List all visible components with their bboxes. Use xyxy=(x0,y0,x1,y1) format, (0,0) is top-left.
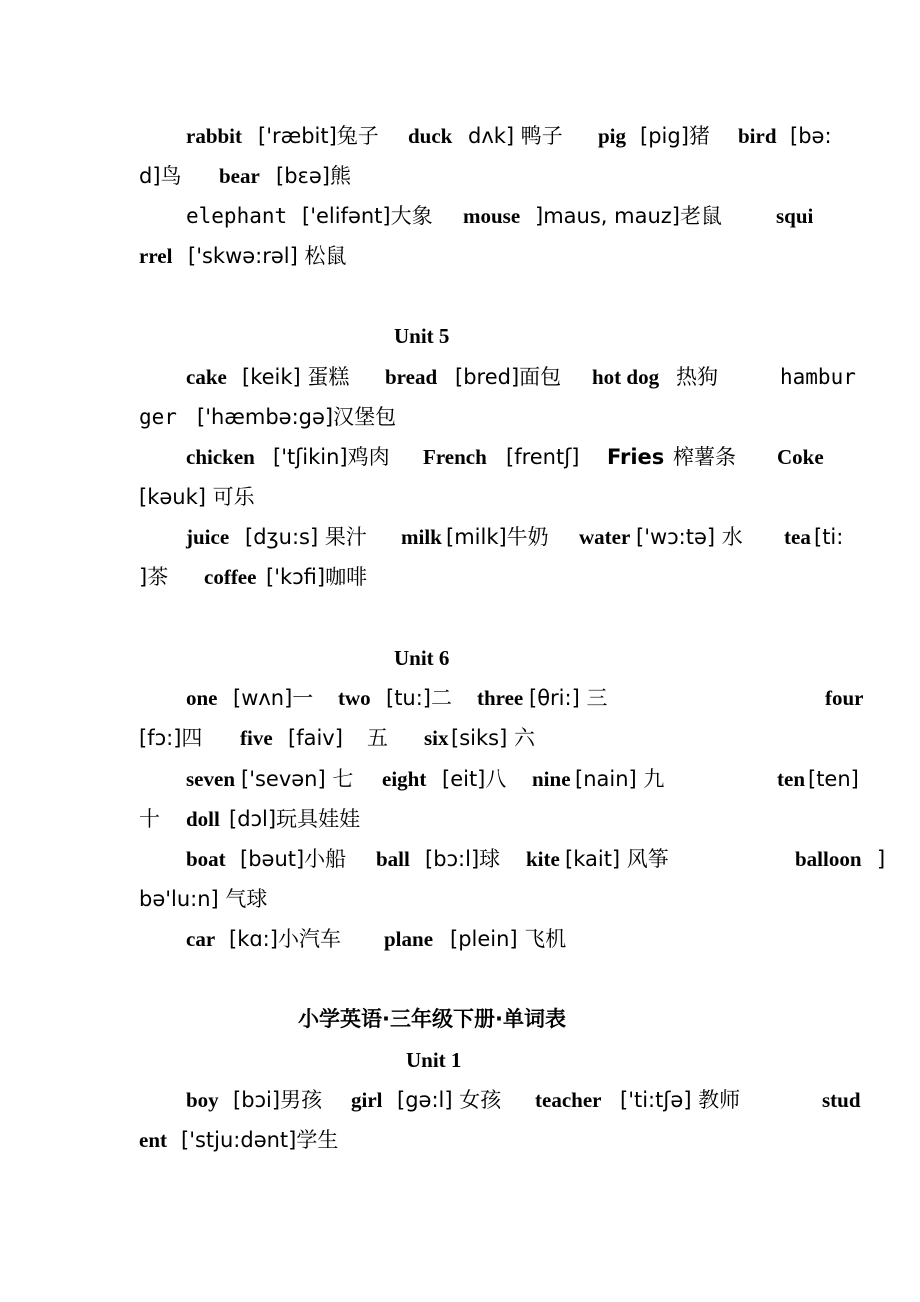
word: French xyxy=(423,445,487,469)
phonetic-meaning: [bəut]小船 xyxy=(240,847,347,871)
word: mouse xyxy=(463,204,521,228)
vocab-line xyxy=(0,557,920,597)
word: boy xyxy=(186,1088,219,1112)
phonetic-meaning: dʌk] 鸭子 xyxy=(468,124,563,148)
vocab-line xyxy=(0,718,920,758)
word: juice xyxy=(186,525,230,549)
phonetic-meaning: [bə: xyxy=(790,124,832,148)
phonetic-meaning: [kait] 风筝 xyxy=(565,847,669,871)
word: six xyxy=(424,726,449,750)
phonetic-meaning: [bred]面包 xyxy=(455,365,562,389)
phonetic-meaning: [tu:]二 xyxy=(386,686,453,710)
word: Fries xyxy=(607,445,665,469)
phonetic-meaning: ['sevən] 七 xyxy=(241,767,354,791)
vocab-line xyxy=(0,1120,920,1160)
word: four xyxy=(825,686,864,710)
unit-1-heading: Unit 1 xyxy=(406,1048,462,1072)
vocab-line xyxy=(0,357,920,397)
phonetic-meaning: [eit]八 xyxy=(442,767,507,791)
word: boat xyxy=(186,847,226,871)
vocab-line xyxy=(0,678,920,718)
phonetic-meaning: d]鸟 xyxy=(139,164,182,188)
phonetic-meaning: [dɔl]玩具娃娃 xyxy=(229,807,361,831)
word: duck xyxy=(408,124,453,148)
word: milk xyxy=(401,525,442,549)
phonetic-meaning: ['kɔfi]咖啡 xyxy=(266,565,368,589)
word: rabbit xyxy=(186,124,243,148)
phonetic-meaning: ['skwə:rəl] 松鼠 xyxy=(188,244,347,268)
unit-6-heading: Unit 6 xyxy=(394,646,450,670)
phonetic-meaning: ] xyxy=(877,847,886,871)
word: car xyxy=(186,927,216,951)
vocab-line xyxy=(0,156,920,196)
unit-heading xyxy=(0,638,920,678)
phonetic-meaning: 五 xyxy=(367,726,388,750)
phonetic-meaning: [bɔi]男孩 xyxy=(233,1088,323,1112)
vocab-line xyxy=(0,196,920,236)
phonetic-meaning: ['hæmbə:gə]汉堡包 xyxy=(197,405,397,429)
phonetic-meaning: ['tʃikin]鸡肉 xyxy=(273,445,390,469)
vocab-line xyxy=(0,116,920,156)
phonetic-meaning: ]maus, mauz]老鼠 xyxy=(535,204,722,228)
phonetic-meaning: ['elifənt]大象 xyxy=(302,204,433,228)
word: water xyxy=(579,525,631,549)
word: plane xyxy=(384,927,434,951)
phonetic-meaning: ['ræbit]兔子 xyxy=(258,124,379,148)
vocab-line xyxy=(0,879,920,919)
vocab-line xyxy=(0,1080,920,1120)
unit-heading xyxy=(0,316,920,356)
vocab-line xyxy=(0,236,920,276)
word: squi xyxy=(776,204,814,228)
word: teacher xyxy=(535,1088,602,1112)
word: rrel xyxy=(139,244,173,268)
phonetic-meaning: [ti: xyxy=(814,525,844,549)
word: three xyxy=(477,686,524,710)
vocab-line xyxy=(0,437,920,477)
word: coffee xyxy=(204,565,257,589)
vocab-line xyxy=(0,397,920,437)
phonetic-meaning: 热狗 xyxy=(676,365,718,389)
word: seven xyxy=(186,767,235,791)
unit-5-heading: Unit 5 xyxy=(394,324,450,348)
word: elephant xyxy=(186,204,288,228)
phonetic-meaning: [kəuk] 可乐 xyxy=(139,485,255,509)
word: doll xyxy=(186,807,220,831)
vocab-line xyxy=(0,919,920,959)
phonetic-meaning: [milk]牛奶 xyxy=(446,525,549,549)
word: cake xyxy=(186,365,227,389)
phonetic-meaning: [pig]猪 xyxy=(640,124,710,148)
word: stud xyxy=(822,1088,861,1112)
vocab-line xyxy=(0,517,920,557)
phonetic-meaning: ['stju:dənt]学生 xyxy=(181,1128,339,1152)
word: bear xyxy=(219,164,260,188)
phonetic-meaning: 榨薯条 xyxy=(673,445,736,469)
phonetic-meaning: [θri:] 三 xyxy=(529,686,608,710)
word: five xyxy=(240,726,273,750)
phonetic-meaning: [gə:l] 女孩 xyxy=(397,1088,502,1112)
word: kite xyxy=(526,847,560,871)
word: Coke xyxy=(777,445,824,469)
word: bread xyxy=(385,365,438,389)
phonetic-meaning: bə'lu:n] 气球 xyxy=(139,887,268,911)
phonetic-meaning: [plein] 飞机 xyxy=(450,927,567,951)
phonetic-meaning: [siks] 六 xyxy=(451,726,535,750)
phonetic-meaning: [fɔ:]四 xyxy=(139,726,203,750)
phonetic-meaning: [nain] 九 xyxy=(575,767,665,791)
word: two xyxy=(338,686,371,710)
section-title xyxy=(0,999,920,1039)
phonetic-meaning: [keik] 蛋糕 xyxy=(242,365,350,389)
phonetic-meaning: [bɛə]熊 xyxy=(276,164,351,188)
phonetic-meaning: [faiv] xyxy=(288,726,343,750)
word: hambur xyxy=(780,365,856,389)
word: chicken xyxy=(186,445,255,469)
unit-heading xyxy=(0,1040,920,1080)
vocab-line xyxy=(0,839,920,879)
word: girl xyxy=(351,1088,383,1112)
word: ger xyxy=(139,405,177,429)
phonetic-meaning: ]茶 xyxy=(139,565,169,589)
phonetic-meaning: 十 xyxy=(139,807,160,831)
word: tea xyxy=(784,525,811,549)
word: one xyxy=(186,686,218,710)
vocab-line xyxy=(0,759,920,799)
vocab-line xyxy=(0,799,920,839)
word: balloon xyxy=(795,847,862,871)
phonetic-meaning: [dʒu:s] 果汁 xyxy=(245,525,367,549)
phonetic-meaning: [wʌn]一 xyxy=(233,686,314,710)
word: ball xyxy=(376,847,410,871)
word: hot dog xyxy=(592,365,660,389)
phonetic-meaning: [ten] xyxy=(808,767,859,791)
word: nine xyxy=(532,767,571,791)
word: ent xyxy=(139,1128,167,1152)
vocab-line xyxy=(0,477,920,517)
word: pig xyxy=(598,124,627,148)
phonetic-meaning: [frentʃ] xyxy=(506,445,580,469)
phonetic-meaning: [bɔ:l]球 xyxy=(425,847,501,871)
word: eight xyxy=(382,767,427,791)
word: bird xyxy=(738,124,777,148)
phonetic-meaning: ['ti:tʃə] 教师 xyxy=(620,1088,741,1112)
grade-title: 小学英语·三年级下册·单词表 xyxy=(298,1007,566,1031)
phonetic-meaning: [kɑ:]小汽车 xyxy=(229,927,341,951)
phonetic-meaning: ['wɔ:tə] 水 xyxy=(636,525,743,549)
word: ten xyxy=(777,767,805,791)
